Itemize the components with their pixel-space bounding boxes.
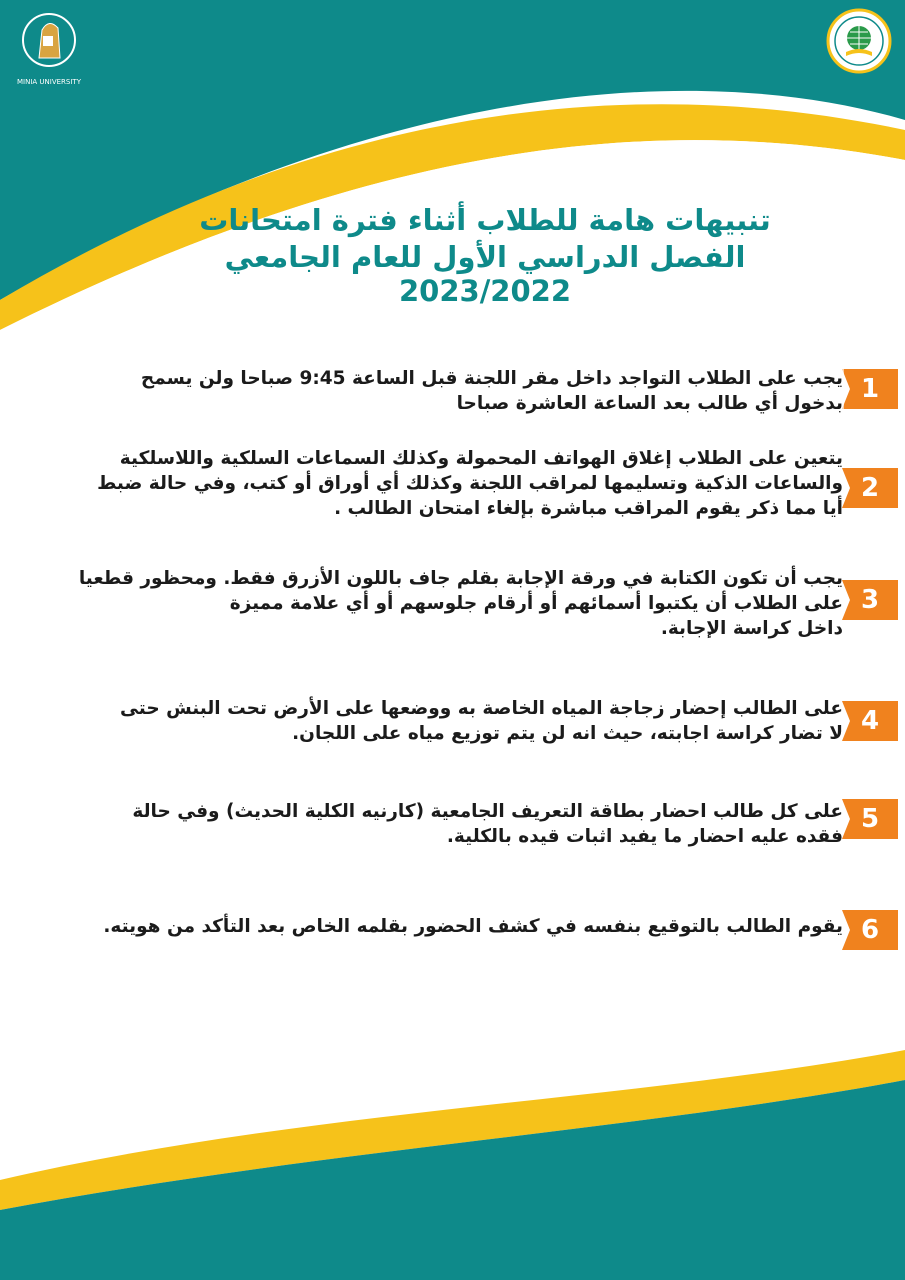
item-line: فقده عليه احضار ما يفيد اثبات قيده بالكلية. [446,826,843,847]
item-number: 5 [860,804,880,834]
item-text [3,446,843,521]
item-number: 3 [860,585,880,615]
item-number: 2 [860,473,880,503]
university-logo [14,10,84,90]
item-number: 1 [860,374,880,404]
faculty-logo [826,8,892,74]
item-line: والساعات الذكية وتسليمها لمراقب اللجنة وكذلك أي أوراق أو كتب، وفي حالة ضبط [97,473,843,494]
item-line: على كل طالب احضار بطاقة التعريف الجامعية (كارنيه الكلية الحديث) وفي حالة [132,801,843,822]
item-line: أيا مما ذكر يقوم المراقب مباشرة بإلغاء امتحان الطالب . [334,498,843,519]
item-number: 4 [860,706,880,736]
item-number: 6 [860,915,880,945]
item-text [3,914,843,939]
item-line: بدخول أي طالب بعد الساعة العاشرة صباحا [456,393,843,414]
item-text [3,799,843,849]
item-line: داخل كراسة الإجابة. [660,618,843,639]
item-line: على الطلاب أن يكتبوا أسمائهم أو أرقام جلوسهم أو أي علامة مميزة [229,593,843,614]
item-line: يقوم الطالب بالتوقيع بنفسه في كشف الحضور بقلمه الخاص بعد التأكد من هويته. [103,916,843,937]
item-line: يجب على الطلاب التواجد داخل مقر اللجنة قبل الساعة 9:45 صباحا ولن يسمح [140,368,843,389]
item-text [3,366,843,416]
item-text [3,566,843,641]
item-number-badge [840,580,898,620]
item-line: يتعين على الطلاب إغلاق الهواتف المحمولة وكذلك السماعات السلكية واللاسلكية [119,448,843,469]
item-line: يجب أن تكون الكتابة في ورقة الإجابة بقلم جاف باللون الأزرق فقط. ومحظور قطعيا [78,568,843,589]
item-text [3,696,843,746]
left-logo-caption: MINIA UNIVERSITY [17,78,81,86]
item-number-badge [840,701,898,741]
item-number-badge [840,799,898,839]
item-number-badge [840,468,898,508]
page-title-line-2: الفصل الدراسي الأول للعام الجامعي 2023/2022 [224,240,746,308]
item-number-badge [840,910,898,950]
item-line: على الطالب إحضار زجاجة المياه الخاصة به ووضعها على الأرض تحت البنش حتى [120,698,843,719]
item-line: لا تضار كراسة اجابته، حيث انه لن يتم توزيع مياه على اللجان. [292,723,843,744]
page-title-line-1: تنبيهات هامة للطلاب أثناء فترة امتحانات [199,203,771,237]
item-number-badge [840,369,898,409]
